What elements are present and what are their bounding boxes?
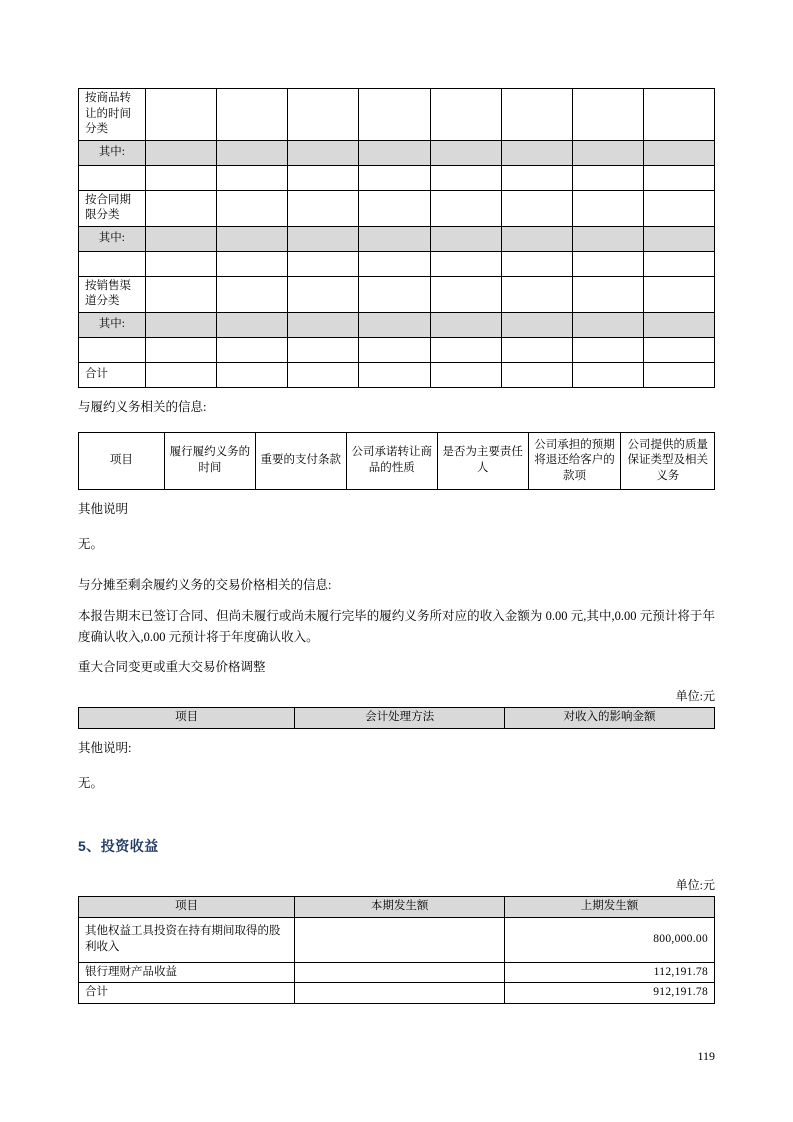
cell — [644, 140, 715, 165]
spacer — [78, 648, 715, 657]
row-label — [79, 337, 146, 362]
cell — [145, 362, 216, 387]
cell — [359, 251, 430, 276]
spacer — [78, 856, 715, 876]
cell — [288, 226, 359, 251]
spacer — [78, 388, 715, 397]
cell — [573, 362, 644, 387]
cell — [288, 312, 359, 337]
cell — [288, 89, 359, 141]
spacer — [78, 759, 715, 773]
col-header: 重要的支付条款 — [255, 432, 346, 489]
table-revenue-breakdown — [78, 88, 715, 388]
spacer — [78, 794, 715, 822]
cell — [216, 140, 287, 165]
table-row — [79, 962, 715, 983]
page-number: 119 — [697, 1049, 715, 1063]
col-header: 公司提供的质量保证类型及相关义务 — [621, 432, 715, 489]
unit-label-2: 单位:元 — [675, 878, 715, 893]
cell — [359, 312, 430, 337]
cell — [145, 226, 216, 251]
cell — [644, 276, 715, 312]
cell — [501, 312, 572, 337]
row-label: 按商品转让的时间分类 — [79, 89, 146, 141]
cell — [359, 89, 430, 141]
table-header-row — [79, 897, 715, 918]
spacer — [78, 418, 715, 432]
cell — [145, 190, 216, 226]
cell — [145, 312, 216, 337]
row-previous: 912,191.78 — [505, 983, 715, 1004]
spacer — [78, 520, 715, 534]
caption-major-contract-change: 重大合同变更或重大交易价格调整 — [78, 660, 266, 675]
table-row — [79, 362, 715, 387]
row-current — [295, 962, 505, 983]
col-header: 会计处理方法 — [295, 708, 505, 729]
cell — [573, 165, 644, 190]
row-label: 按合同期限分类 — [79, 190, 146, 226]
cell — [216, 276, 287, 312]
cell — [644, 165, 715, 190]
table-row — [79, 917, 715, 962]
row-current — [295, 983, 505, 1004]
spacer — [78, 678, 715, 687]
row-previous: 112,191.78 — [505, 962, 715, 983]
spacer — [78, 490, 715, 499]
cell — [359, 276, 430, 312]
spacer — [78, 729, 715, 738]
cell — [644, 251, 715, 276]
table-row — [79, 165, 715, 190]
cell — [359, 337, 430, 362]
cell — [216, 89, 287, 141]
cell — [501, 362, 572, 387]
cell — [573, 89, 644, 141]
cell — [573, 140, 644, 165]
cell — [216, 165, 287, 190]
cell — [288, 337, 359, 362]
spacer — [78, 597, 715, 606]
row-label — [79, 165, 146, 190]
cell — [644, 312, 715, 337]
row-label: 按销售渠道分类 — [79, 276, 146, 312]
cell — [501, 226, 572, 251]
cell — [573, 190, 644, 226]
table-row — [79, 276, 715, 312]
cell — [216, 312, 287, 337]
caption-performance-obligation: 与履约义务相关的信息: — [78, 399, 207, 414]
cell — [501, 190, 572, 226]
cell — [501, 337, 572, 362]
cell — [430, 362, 501, 387]
spacer — [78, 555, 715, 575]
col-header: 履行履约义务的时间 — [164, 432, 255, 489]
cell — [359, 226, 430, 251]
row-item: 其他权益工具投资在持有期间取得的股利收入 — [79, 917, 295, 962]
col-header: 公司承诺转让商品的性质 — [346, 432, 437, 489]
table-header-row — [79, 432, 715, 489]
row-current — [295, 917, 505, 962]
col-header: 上期发生额 — [505, 897, 715, 918]
col-header: 项目 — [79, 432, 165, 489]
cell — [430, 337, 501, 362]
cell — [359, 140, 430, 165]
col-header: 是否为主要责任人 — [437, 432, 528, 489]
cell — [145, 140, 216, 165]
cell — [359, 190, 430, 226]
cell — [145, 165, 216, 190]
cell — [644, 362, 715, 387]
row-label-total: 合计 — [79, 362, 146, 387]
cell — [430, 251, 501, 276]
cell — [288, 276, 359, 312]
row-item: 银行理财产品收益 — [79, 962, 295, 983]
paragraph-remaining-obligation: 本报告期末已签订合同、但尚未履行或尚未履行完毕的履约义务所对应的收入金额为 0.00 元,其中,0.00 元预计将于年度确认收入,0.00 元预计将于年度确认收入。 — [78, 608, 715, 644]
cell — [430, 89, 501, 141]
cell — [288, 362, 359, 387]
row-label — [79, 251, 146, 276]
cell — [573, 337, 644, 362]
cell — [288, 251, 359, 276]
cell — [644, 89, 715, 141]
row-label: 其中: — [79, 312, 146, 337]
cell — [359, 362, 430, 387]
cell — [216, 337, 287, 362]
table-performance-obligation — [78, 432, 715, 490]
col-header: 公司承担的预期将退还给客户的款项 — [528, 432, 621, 489]
table-row — [79, 226, 715, 251]
cell — [644, 337, 715, 362]
other-note-value-2: 无。 — [78, 776, 104, 791]
table-investment-income — [78, 896, 715, 1004]
table-header-row — [79, 708, 715, 729]
cell — [145, 337, 216, 362]
cell — [145, 89, 216, 141]
table-contract-change — [78, 707, 715, 729]
cell — [644, 226, 715, 251]
col-header: 本期发生额 — [295, 897, 505, 918]
other-note-label-2: 其他说明: — [78, 740, 132, 755]
cell — [216, 190, 287, 226]
section-title-investment-income: 5、投资收益 — [78, 838, 159, 855]
row-label: 其中: — [79, 140, 146, 165]
cell — [430, 165, 501, 190]
cell — [145, 251, 216, 276]
table-row — [79, 337, 715, 362]
other-note-value-1: 无。 — [78, 537, 104, 552]
cell — [216, 226, 287, 251]
cell — [216, 251, 287, 276]
table-row — [79, 312, 715, 337]
row-previous: 800,000.00 — [505, 917, 715, 962]
cell — [430, 190, 501, 226]
row-label: 其中: — [79, 226, 146, 251]
cell — [501, 165, 572, 190]
col-header: 对收入的影响金额 — [505, 708, 715, 729]
cell — [430, 312, 501, 337]
row-item-total: 合计 — [79, 983, 295, 1004]
cell — [573, 251, 644, 276]
cell — [288, 190, 359, 226]
table-row — [79, 251, 715, 276]
cell — [430, 140, 501, 165]
table-row — [79, 983, 715, 1004]
table-row — [79, 190, 715, 226]
cell — [573, 312, 644, 337]
cell — [359, 165, 430, 190]
col-header: 项目 — [79, 897, 295, 918]
cell — [145, 276, 216, 312]
col-header: 项目 — [79, 708, 295, 729]
cell — [573, 226, 644, 251]
table-row — [79, 89, 715, 141]
cell — [501, 276, 572, 312]
revenue-breakdown-body — [79, 89, 715, 388]
other-note-label-1: 其他说明 — [78, 501, 129, 516]
cell — [573, 276, 644, 312]
cell — [501, 251, 572, 276]
cell — [288, 165, 359, 190]
spacer — [78, 822, 715, 836]
cell — [216, 362, 287, 387]
cell — [430, 276, 501, 312]
unit-label-1: 单位:元 — [675, 689, 715, 704]
cell — [501, 140, 572, 165]
table-row — [79, 140, 715, 165]
cell — [501, 89, 572, 141]
cell — [644, 190, 715, 226]
cell — [430, 226, 501, 251]
cell — [288, 140, 359, 165]
caption-remaining-obligation: 与分摊至剩余履约义务的交易价格相关的信息: — [78, 578, 332, 593]
